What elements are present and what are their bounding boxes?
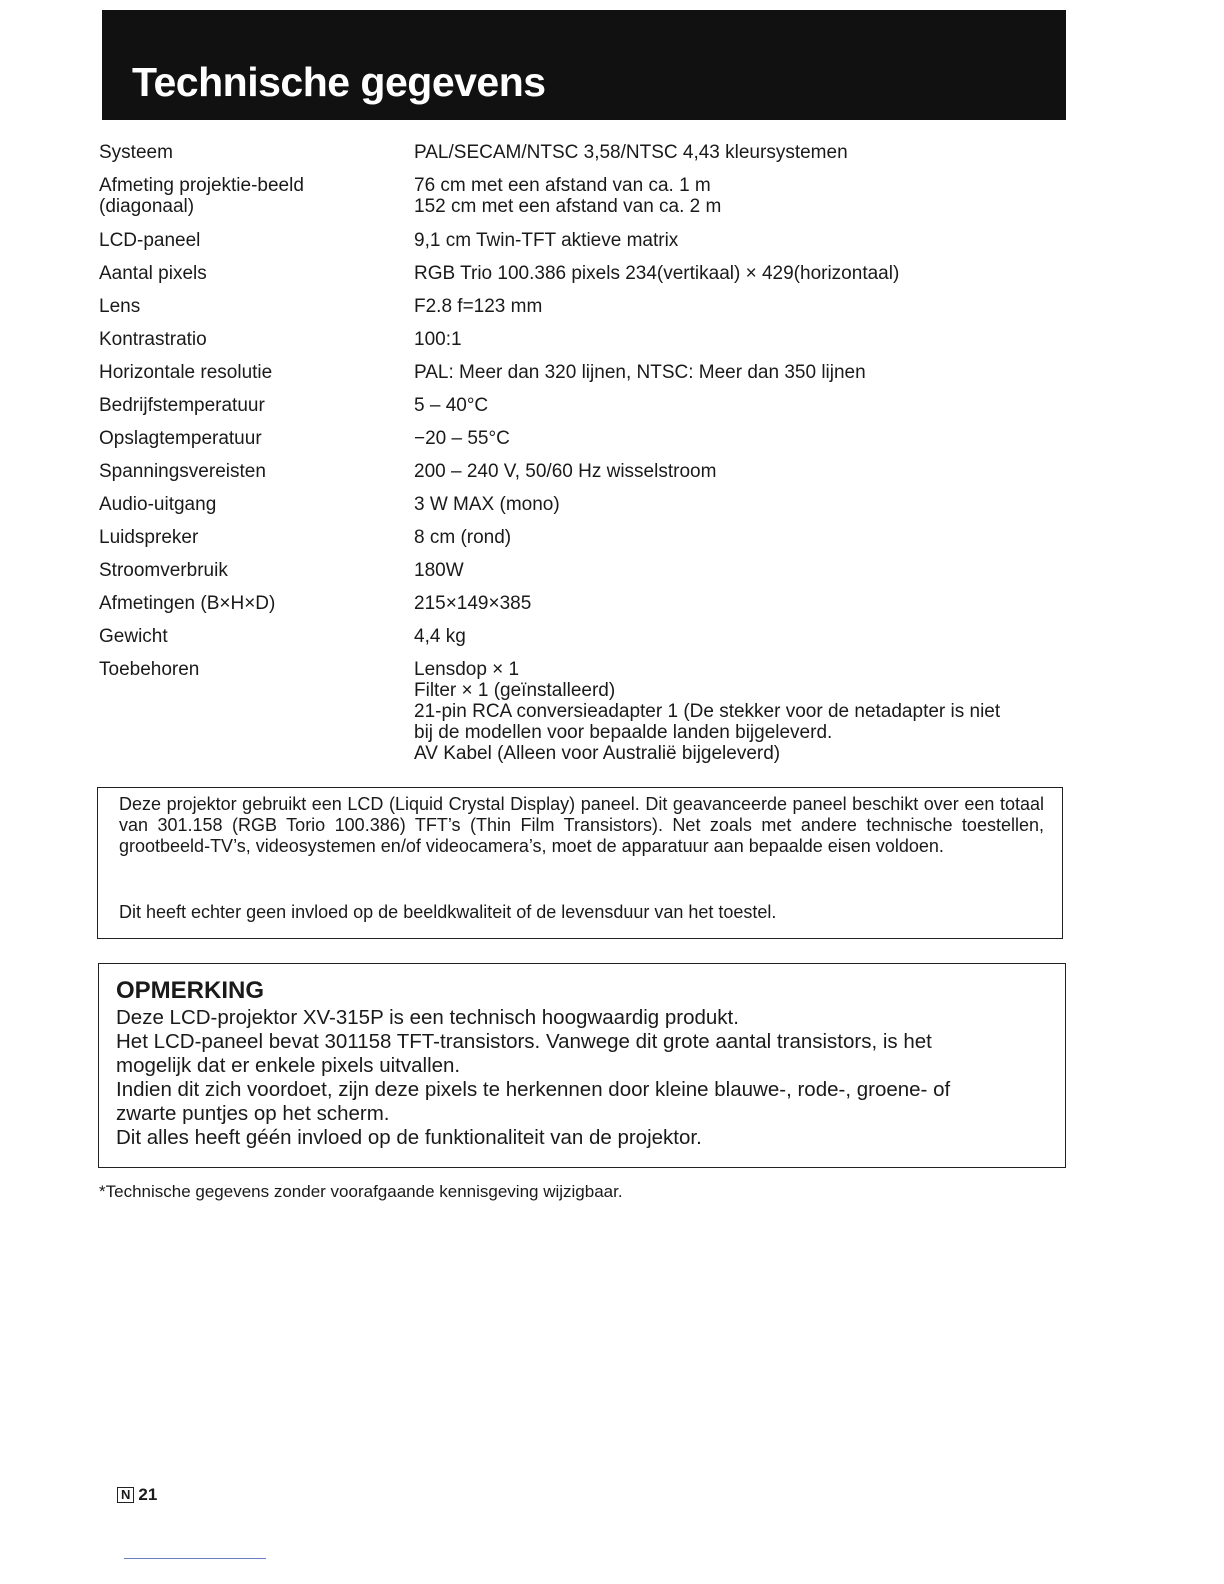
spec-value-line: −20 – 55°C bbox=[414, 428, 510, 449]
spec-label-line: Toebehoren bbox=[99, 659, 200, 680]
spec-value-line: 9,1 cm Twin-TFT aktieve matrix bbox=[414, 230, 679, 251]
note-line: zwarte puntjes op het scherm. bbox=[116, 1102, 390, 1125]
spec-value bbox=[414, 296, 1069, 317]
spec-label-line: Systeem bbox=[99, 142, 173, 163]
spec-label-line: Stroomverbruik bbox=[99, 560, 228, 581]
spec-value-line: RGB Trio 100.386 pixels 234(vertikaal) × 429(horizontaal) bbox=[414, 263, 900, 284]
spec-label bbox=[99, 593, 399, 614]
spec-value-line: 4,4 kg bbox=[414, 626, 466, 647]
spec-value-line: Lensdop × 1 bbox=[414, 659, 520, 680]
spec-value-line: PAL: Meer dan 320 lijnen, NTSC: Meer dan 350 lijnen bbox=[414, 362, 866, 383]
spec-label-line: Kontrastratio bbox=[99, 329, 207, 350]
spec-value-line: 21-pin RCA conversieadapter 1 (De stekker voor de netadapter is niet bbox=[414, 701, 1001, 722]
spec-label-line: Spanningsvereisten bbox=[99, 461, 266, 482]
spec-value bbox=[414, 329, 1069, 350]
lcd-notice-paragraph: Dit heeft echter geen invloed op de beeldkwaliteit of de levensduur van het toestel. bbox=[119, 902, 777, 922]
spec-value bbox=[414, 263, 1069, 284]
spec-value bbox=[414, 659, 1069, 764]
footnote: *Technische gegevens zonder voorafgaande kennisgeving wijzigbaar. bbox=[99, 1182, 623, 1201]
spec-label bbox=[99, 428, 399, 449]
page-title: Technische gegevens bbox=[132, 59, 546, 105]
note-line: mogelijk dat er enkele pixels uitvallen. bbox=[116, 1054, 461, 1077]
spec-value bbox=[414, 142, 1069, 163]
spec-label bbox=[99, 494, 399, 515]
spec-label-line: Luidspreker bbox=[99, 527, 199, 548]
spec-label bbox=[99, 461, 399, 482]
spec-value bbox=[414, 461, 1069, 482]
spec-label bbox=[99, 329, 399, 350]
spec-label bbox=[99, 659, 399, 680]
note-line: Deze LCD-projektor XV-315P is een technisch hoogwaardig produkt. bbox=[116, 1006, 739, 1029]
spec-label bbox=[99, 263, 399, 284]
spec-label bbox=[99, 362, 399, 383]
note-heading: OPMERKING bbox=[116, 977, 265, 1004]
spec-value-line: bij de modellen voor bepaalde landen bijgeleverd. bbox=[414, 722, 833, 743]
spec-label bbox=[99, 626, 399, 647]
spec-value bbox=[414, 626, 1069, 647]
spec-value bbox=[414, 362, 1069, 383]
note-line: Het LCD-paneel bevat 301158 TFT-transistors. Vanwege dit grote aantal transistors, is het bbox=[116, 1030, 932, 1053]
spec-value bbox=[414, 560, 1069, 581]
spec-value bbox=[414, 527, 1069, 548]
spec-label bbox=[99, 296, 399, 317]
spec-label-line: Audio-uitgang bbox=[99, 494, 217, 515]
spec-label bbox=[99, 527, 399, 548]
page-marker bbox=[117, 1485, 157, 1505]
spec-value bbox=[414, 395, 1069, 416]
spec-label-line: Bedrijfstemperatuur bbox=[99, 395, 265, 416]
spec-label-line: (diagonaal) bbox=[99, 196, 195, 217]
spec-value-line: 100:1 bbox=[414, 329, 462, 350]
spec-value-line: 215×149×385 bbox=[414, 593, 532, 614]
spec-label-line: Horizontale resolutie bbox=[99, 362, 273, 383]
title-bar bbox=[102, 10, 1066, 120]
spec-label-line: Gewicht bbox=[99, 626, 168, 647]
spec-value-line: 200 – 240 V, 50/60 Hz wisselstroom bbox=[414, 461, 717, 482]
spec-value-line: 152 cm met een afstand van ca. 2 m bbox=[414, 196, 722, 217]
lcd-notice-box bbox=[97, 787, 1063, 939]
note-text bbox=[116, 1006, 1036, 1150]
page-number: 21 bbox=[138, 1485, 158, 1504]
bottom-rule bbox=[124, 1558, 266, 1559]
lcd-notice-paragraph: Deze projektor gebruikt een LCD (Liquid Crystal Display) paneel. Dit geavanceerde paneel beschikt over een totaal van 301.158 (RGB Torio 100.386) TFT’s (Thin Film Transistors). Net zoals met andere technische toestellen, grootbeeld-TV’s, videosystemen en/of videocamera’s, moet de apparatuur aan bepaalde eisen voldoen. bbox=[119, 794, 1044, 856]
spec-value-line: PAL/SECAM/NTSC 3,58/NTSC 4,43 kleursystemen bbox=[414, 142, 848, 163]
note-line: Dit alles heeft géén invloed op de funktionaliteit van de projektor. bbox=[116, 1126, 702, 1149]
language-mark: N bbox=[117, 1487, 134, 1503]
spec-value-line: 3 W MAX (mono) bbox=[414, 494, 560, 515]
spec-value bbox=[414, 175, 1069, 217]
spec-value bbox=[414, 593, 1069, 614]
spec-label bbox=[99, 230, 399, 251]
spec-label bbox=[99, 395, 399, 416]
spec-value bbox=[414, 494, 1069, 515]
spec-label-line: Aantal pixels bbox=[99, 263, 207, 284]
spec-label bbox=[99, 175, 399, 217]
spec-value-line: 76 cm met een afstand van ca. 1 m bbox=[414, 175, 711, 196]
spec-value-line: F2.8 f=123 mm bbox=[414, 296, 543, 317]
spec-label-line: Afmeting projektie-beeld bbox=[99, 175, 304, 196]
spec-label-line: LCD-paneel bbox=[99, 230, 201, 251]
note-box bbox=[98, 963, 1066, 1168]
spec-label bbox=[99, 560, 399, 581]
spec-label bbox=[99, 142, 399, 163]
spec-value-line: 180W bbox=[414, 560, 464, 581]
spec-value-line: 5 – 40°C bbox=[414, 395, 489, 416]
spec-value-line: AV Kabel (Alleen voor Australië bijgeleverd) bbox=[414, 743, 781, 764]
spec-label-line: Opslagtemperatuur bbox=[99, 428, 262, 449]
note-line: Indien dit zich voordoet, zijn deze pixels te herkennen door kleine blauwe-, rode-, groene- of bbox=[116, 1078, 951, 1101]
spec-value bbox=[414, 230, 1069, 251]
spec-value-line: Filter × 1 (geïnstalleerd) bbox=[414, 680, 616, 701]
spec-label-line: Afmetingen (B×H×D) bbox=[99, 593, 276, 614]
spec-value bbox=[414, 428, 1069, 449]
spec-label-line: Lens bbox=[99, 296, 141, 317]
spec-value-line: 8 cm (rond) bbox=[414, 527, 512, 548]
